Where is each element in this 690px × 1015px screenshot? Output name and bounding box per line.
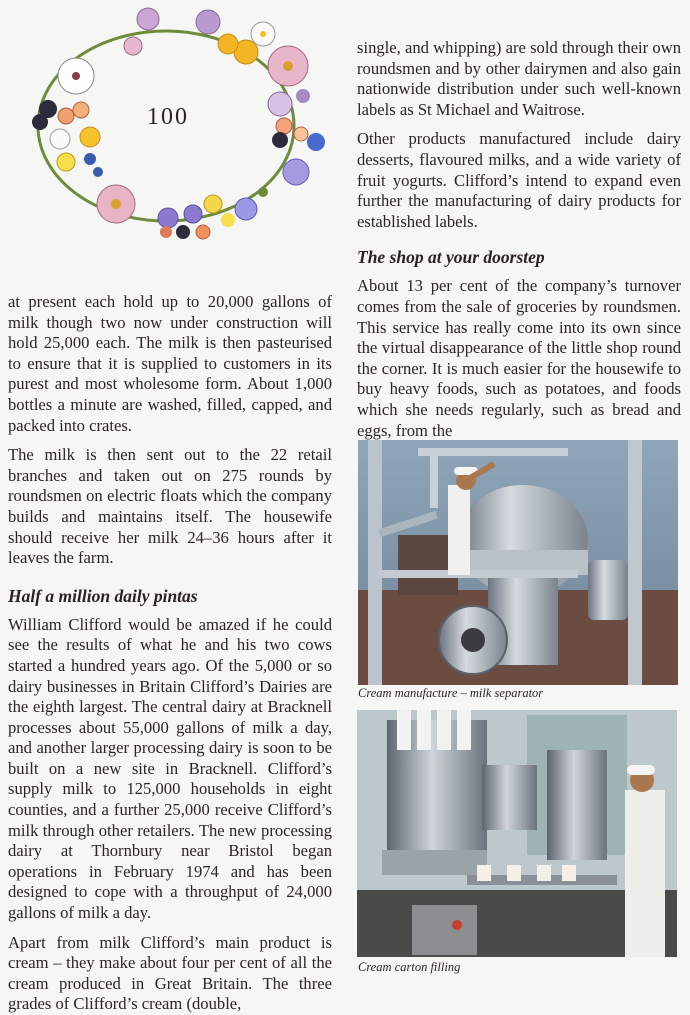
paragraph: Other products manufactured include dairy desserts, flavoured milks, and a wide variety of fruit yogurts. Clifford’s intend to expand even further the manufacturing of dairy products for established labels. bbox=[357, 129, 681, 231]
figure-caption: Cream carton filling bbox=[358, 960, 461, 974]
paragraph: About 13 per cent of the company’s turnover comes from the sale of groceries by roundsmen. This service has really come into its own since the virtual disappearance of the little shop round the corner. It is much easier for the housewife to buy heavy foods, such as potatoes, and foods which she needs regularly, such as bread and eggs, from the bbox=[357, 276, 681, 440]
section-heading: The shop at your doorstep bbox=[357, 247, 545, 268]
paragraph: William Clifford would be amazed if he could see the results of what he and his two cows started a hundred years ago. Of the 5,000 or so dairy businesses in Britain Clifford’s Dairies are the eighth largest. The central dairy at Bracknell processes about 55,000 gallons of milk a day, and another larger processing dairy is soon to be built on a new site in Bracknell. Clifford’s supply milk to 125,000 households in eight counties, and a further 25,000 receive Clifford’s milk through other retailers. The new processing dairy at Thornbury near Bristol began operations in February 1974 and has been designed to cope with a throughput of 24,000 gallons of milk a day. bbox=[8, 614, 332, 923]
paragraph: The milk is then sent out to the 22 retail branches and taken out on 275 rounds by roundsmen on electric floats which the company builds and maintains itself. The housewife should receive her milk 24–36 hours after it leaves the farm. bbox=[8, 445, 332, 568]
right-column bbox=[357, 38, 681, 441]
page-number: 100 bbox=[147, 104, 189, 130]
photo-milk-separator bbox=[358, 440, 678, 685]
left-column bbox=[8, 292, 332, 1015]
figure-caption: Cream manufacture – milk separator bbox=[358, 686, 544, 700]
paragraph: Apart from milk Clifford’s main product is cream – they make about four per cent of all the cream produced in Great Britain. The three grades of Clifford’s cream (double, bbox=[8, 932, 332, 1014]
paragraph: single, and whipping) are sold through their own roundsmen and by other dairymen and also gain nationwide distribution under such well-known labels as St Michael and Waitrose. bbox=[357, 38, 681, 119]
paragraph: at present each hold up to 20,000 gallons of milk though two now under construction will hold 25,000 each. The milk is then pasteurised to ensure that it is supplied to customers in its purest and most wholesome form. About 1,000 bottles a minute are washed, filled, capped, and packed into crates. bbox=[8, 292, 332, 435]
section-heading: Half a million daily pintas bbox=[8, 585, 198, 606]
photo-cream-carton-filling bbox=[357, 710, 677, 957]
